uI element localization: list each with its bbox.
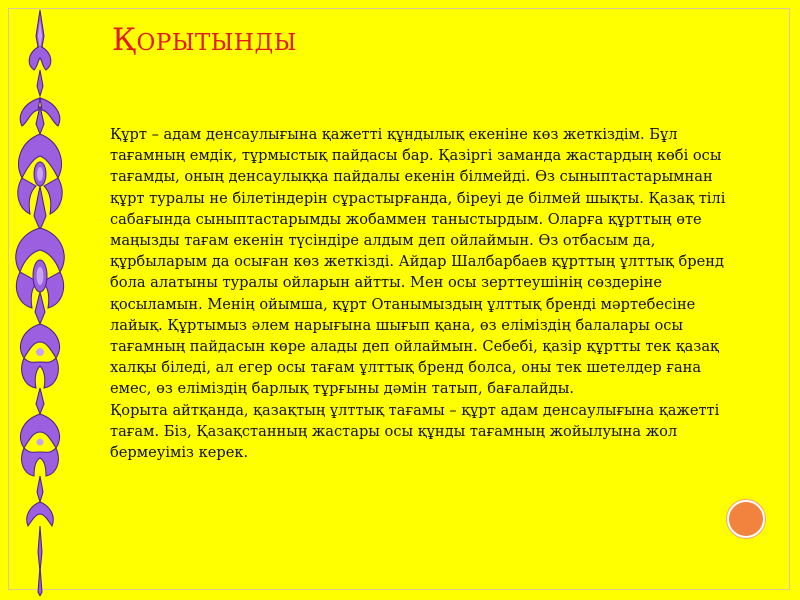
- kazakh-ornament-icon: [8, 6, 72, 596]
- title-rest: ОРЫТЫНДЫ: [136, 30, 297, 56]
- paragraph-main: Құрт – адам денсаулығына қажетті құндылық екеніне көз жеткіздім. Бұл тағамның емдік, тұрмыстық пайдасы бар. Қазіргі заманда жастардың көбі осы тағамды, оның денсаулыққа пайдалы екенін білмейді. Өз сыныптастарымнан құрт туралы не білетіндерін сұрастырғанда, біреуі де білмей шықты. Қазақ тілі сабағында сыныптастарымды жобаммен таныстырдым. Оларға құрттың өте маңызды тағам екенін түсіндіре алдым деп ойлаймын. Өз отбасым да, құрбыларым да осыған көз жеткізді. Айдар Шалбарбаев құрттың ұлттық бренд бола алатыны туралы ойларын айтты. Мен осы зерттеушінің сөздеріне қосыламын. Менің ойымша, құрт Отанымыздың ұлттық брендi мәртебесіне лайық. Құртымыз әлем нарығына шығып қана, өз еліміздің балалары осы тағамның пайдасын көре алады деп ойлаймын. Себебі, қазір құртты тек қазақ халқы біледі, ал егер осы тағам ұлттық бренд болса, оны тек шетелдер ғана емес, өз еліміздің барлық тұрғыны дәмін татып, бағалайды.: [110, 126, 726, 398]
- slide-title: [112, 22, 297, 58]
- orange-circle-icon: [727, 500, 765, 538]
- body-text: [110, 124, 735, 463]
- paragraph-conclusion: Қорыта айтқанда, қазақтың ұлттық тағамы – құрт адам денсаулығына қажетті тағам. Біз, Қазақстанның жастары осы құнды тағамның жойылуына жол бермеуіміз керек.: [110, 401, 720, 462]
- title-initial: Қ: [112, 22, 137, 58]
